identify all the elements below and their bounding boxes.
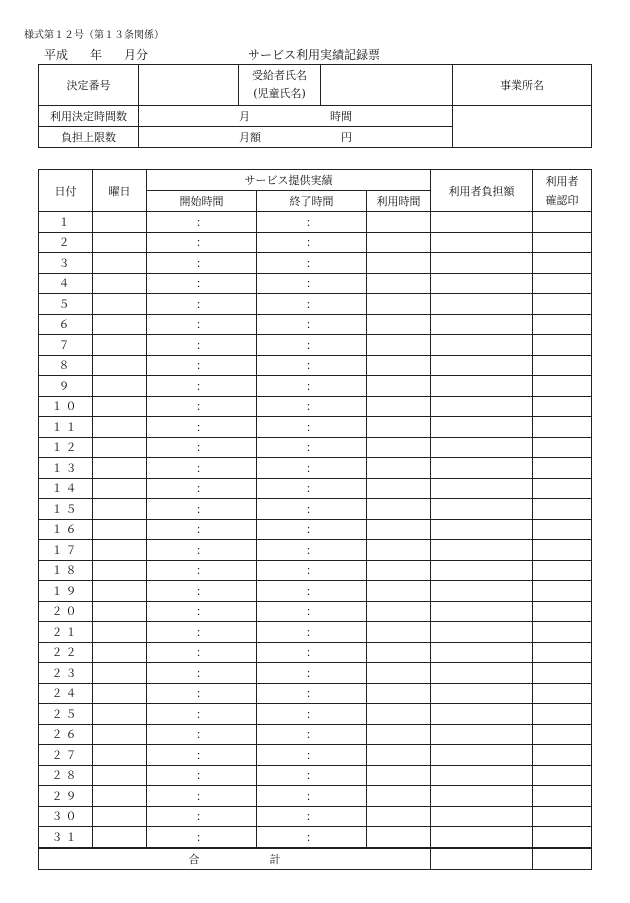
end-time-field[interactable]: ： xyxy=(257,745,367,766)
usage-time-field[interactable] xyxy=(367,622,431,643)
table-row xyxy=(39,499,592,520)
start-time-field[interactable]: ： xyxy=(147,396,257,417)
day-number: ３０ xyxy=(39,806,93,827)
usage-time-field[interactable] xyxy=(367,499,431,520)
end-time-field[interactable]: ： xyxy=(257,786,367,807)
start-time-field[interactable]: ： xyxy=(147,314,257,335)
weekday-field[interactable] xyxy=(93,683,147,704)
day-number: １５ xyxy=(39,499,93,520)
end-time-field[interactable]: ： xyxy=(257,560,367,581)
table-row xyxy=(39,724,592,745)
day-number: ２９ xyxy=(39,786,93,807)
table-row xyxy=(39,581,592,602)
usage-time-field[interactable] xyxy=(367,437,431,458)
day-number: ９ xyxy=(39,376,93,397)
start-time-field[interactable]: ： xyxy=(147,212,257,233)
day-number: １９ xyxy=(39,581,93,602)
confirm-field[interactable] xyxy=(533,232,592,253)
usage-time-field[interactable] xyxy=(367,683,431,704)
table-row xyxy=(39,519,592,540)
col-confirm-line2: 確認印 xyxy=(545,193,579,207)
day-number: ２０ xyxy=(39,601,93,622)
end-time-field[interactable]: ： xyxy=(257,437,367,458)
day-number: ３１ xyxy=(39,827,93,848)
burden-field[interactable] xyxy=(431,232,533,253)
weekday-field[interactable] xyxy=(93,232,147,253)
burden-field[interactable] xyxy=(431,437,533,458)
confirm-field[interactable] xyxy=(533,355,592,376)
table-row xyxy=(39,335,592,356)
burden-field[interactable] xyxy=(431,601,533,622)
day-number: ８ xyxy=(39,355,93,376)
confirm-field[interactable] xyxy=(533,786,592,807)
day-number: ２８ xyxy=(39,765,93,786)
usage-time-field[interactable] xyxy=(367,806,431,827)
weekday-field[interactable] xyxy=(93,806,147,827)
table-row xyxy=(39,478,592,499)
col-confirm-line1: 利用者 xyxy=(545,174,579,188)
start-time-field[interactable]: ： xyxy=(147,724,257,745)
weekday-field[interactable] xyxy=(93,622,147,643)
day-number: １２ xyxy=(39,437,93,458)
table-row xyxy=(39,314,592,335)
table-row xyxy=(39,601,592,622)
weekday-field[interactable] xyxy=(93,786,147,807)
table-row xyxy=(39,560,592,581)
hours-month: 月 xyxy=(239,110,250,123)
start-time-field[interactable]: ： xyxy=(147,376,257,397)
end-time-field[interactable]: ： xyxy=(257,765,367,786)
burden-field[interactable] xyxy=(431,806,533,827)
day-number: ６ xyxy=(39,314,93,335)
day-number: ２４ xyxy=(39,683,93,704)
confirm-field[interactable] xyxy=(533,806,592,827)
burden-field[interactable] xyxy=(431,683,533,704)
confirm-field[interactable] xyxy=(533,314,592,335)
end-time-field[interactable]: ： xyxy=(257,376,367,397)
start-time-field[interactable]: ： xyxy=(147,704,257,725)
table-row xyxy=(39,294,592,315)
usage-time-field[interactable] xyxy=(367,478,431,499)
day-number: １０ xyxy=(39,396,93,417)
start-time-field[interactable]: ： xyxy=(147,253,257,274)
start-time-field[interactable]: ： xyxy=(147,417,257,438)
start-time-field[interactable]: ： xyxy=(147,560,257,581)
start-time-field[interactable]: ： xyxy=(147,806,257,827)
office-name-label: 事業所名 xyxy=(453,65,592,106)
table-row xyxy=(39,786,592,807)
total-right: 計 xyxy=(269,852,281,866)
table-row xyxy=(39,232,592,253)
total-burden-field[interactable] xyxy=(431,848,533,870)
day-number: １４ xyxy=(39,478,93,499)
period-line xyxy=(44,46,148,63)
burden-field[interactable] xyxy=(431,417,533,438)
end-time-field[interactable]: ： xyxy=(257,622,367,643)
day-number: ２５ xyxy=(39,704,93,725)
usage-time-field[interactable] xyxy=(367,704,431,725)
table-row xyxy=(39,663,592,684)
weekday-field[interactable] xyxy=(93,478,147,499)
recipient-name-label xyxy=(239,65,321,106)
day-number: ７ xyxy=(39,335,93,356)
start-time-field[interactable]: ： xyxy=(147,683,257,704)
limit-unit: 円 xyxy=(341,131,352,144)
table-row xyxy=(39,273,592,294)
weekday-field[interactable] xyxy=(93,417,147,438)
burden-field[interactable] xyxy=(431,294,533,315)
usage-time-field[interactable] xyxy=(367,376,431,397)
usage-time-field[interactable] xyxy=(367,519,431,540)
confirm-field[interactable] xyxy=(533,560,592,581)
confirm-field[interactable] xyxy=(533,335,592,356)
usage-time-field[interactable] xyxy=(367,724,431,745)
confirm-field[interactable] xyxy=(533,253,592,274)
confirm-field[interactable] xyxy=(533,417,592,438)
weekday-field[interactable] xyxy=(93,437,147,458)
confirm-field[interactable] xyxy=(533,458,592,479)
col-burden-header: 利用者負担額 xyxy=(431,170,533,212)
weekday-field[interactable] xyxy=(93,745,147,766)
end-time-field[interactable]: ： xyxy=(257,827,367,848)
start-time-field[interactable]: ： xyxy=(147,663,257,684)
burden-field[interactable] xyxy=(431,355,533,376)
table-row xyxy=(39,642,592,663)
start-time-field[interactable]: ： xyxy=(147,745,257,766)
usage-time-field[interactable] xyxy=(367,745,431,766)
day-number: ２６ xyxy=(39,724,93,745)
total-label xyxy=(39,848,431,870)
weekday-field[interactable] xyxy=(93,355,147,376)
weekday-field[interactable] xyxy=(93,335,147,356)
end-time-field[interactable]: ： xyxy=(257,314,367,335)
usage-time-field[interactable] xyxy=(367,642,431,663)
day-number: １７ xyxy=(39,540,93,561)
col-end-header: 終了時間 xyxy=(257,191,367,212)
burden-field[interactable] xyxy=(431,560,533,581)
confirm-field[interactable] xyxy=(533,273,592,294)
table-row xyxy=(39,622,592,643)
day-number: ２３ xyxy=(39,663,93,684)
table-row xyxy=(39,355,592,376)
end-time-field[interactable]: ： xyxy=(257,581,367,602)
usage-time-field[interactable] xyxy=(367,335,431,356)
burden-field[interactable] xyxy=(431,478,533,499)
weekday-field[interactable] xyxy=(93,540,147,561)
confirm-field[interactable] xyxy=(533,212,592,233)
total-confirm-field[interactable] xyxy=(533,848,592,870)
hours-field[interactable] xyxy=(139,106,453,127)
confirm-field[interactable] xyxy=(533,376,592,397)
service-record-table xyxy=(38,169,592,870)
usage-time-field[interactable] xyxy=(367,253,431,274)
usage-time-field[interactable] xyxy=(367,273,431,294)
day-number: １１ xyxy=(39,417,93,438)
table-row xyxy=(39,396,592,417)
col-usage-header: 利用時間 xyxy=(367,191,431,212)
table-row xyxy=(39,376,592,397)
table-row xyxy=(39,540,592,561)
start-time-field[interactable]: ： xyxy=(147,601,257,622)
weekday-field[interactable] xyxy=(93,253,147,274)
usage-time-field[interactable] xyxy=(367,458,431,479)
usage-time-field[interactable] xyxy=(367,827,431,848)
limit-label: 負担上限数 xyxy=(39,127,139,148)
usage-time-field[interactable] xyxy=(367,355,431,376)
usage-time-field[interactable] xyxy=(367,663,431,684)
end-time-field[interactable]: ： xyxy=(257,478,367,499)
start-time-field[interactable]: ： xyxy=(147,765,257,786)
document-title: サービス利用実績記録票 xyxy=(248,48,381,62)
day-number: １３ xyxy=(39,458,93,479)
end-time-field[interactable]: ： xyxy=(257,663,367,684)
end-time-field[interactable]: ： xyxy=(257,683,367,704)
usage-time-field[interactable] xyxy=(367,786,431,807)
burden-field[interactable] xyxy=(431,724,533,745)
confirm-field[interactable] xyxy=(533,540,592,561)
day-number: ２ xyxy=(39,232,93,253)
weekday-field[interactable] xyxy=(93,376,147,397)
end-time-field[interactable]: ： xyxy=(257,294,367,315)
weekday-field[interactable] xyxy=(93,458,147,479)
start-time-field[interactable]: ： xyxy=(147,519,257,540)
end-time-field[interactable]: ： xyxy=(257,519,367,540)
total-left: 合 xyxy=(188,852,200,866)
start-time-field[interactable]: ： xyxy=(147,232,257,253)
day-number: ３ xyxy=(39,253,93,274)
burden-field[interactable] xyxy=(431,458,533,479)
burden-field[interactable] xyxy=(431,622,533,643)
weekday-field[interactable] xyxy=(93,642,147,663)
start-time-field[interactable]: ： xyxy=(147,581,257,602)
usage-time-field[interactable] xyxy=(367,396,431,417)
header-table xyxy=(38,64,592,148)
confirm-field[interactable] xyxy=(533,663,592,684)
weekday-field[interactable] xyxy=(93,294,147,315)
col-date-header: 日付 xyxy=(39,170,93,212)
day-number: １ xyxy=(39,212,93,233)
start-time-field[interactable]: ： xyxy=(147,786,257,807)
day-number: ２２ xyxy=(39,642,93,663)
burden-field[interactable] xyxy=(431,335,533,356)
burden-field[interactable] xyxy=(431,376,533,397)
col-service-header: サービス提供実績 xyxy=(147,170,431,191)
usage-time-field[interactable] xyxy=(367,212,431,233)
end-time-field[interactable]: ： xyxy=(257,396,367,417)
table-row xyxy=(39,683,592,704)
burden-field[interactable] xyxy=(431,663,533,684)
weekday-field[interactable] xyxy=(93,499,147,520)
start-time-field[interactable]: ： xyxy=(147,335,257,356)
day-number: ２７ xyxy=(39,745,93,766)
hours-unit: 時間 xyxy=(330,110,352,123)
start-time-field[interactable]: ： xyxy=(147,355,257,376)
usage-time-field[interactable] xyxy=(367,417,431,438)
burden-field[interactable] xyxy=(431,314,533,335)
burden-field[interactable] xyxy=(431,519,533,540)
table-row xyxy=(39,827,592,848)
start-time-field[interactable]: ： xyxy=(147,294,257,315)
decision-number-label: 決定番号 xyxy=(39,65,139,106)
confirm-field[interactable] xyxy=(533,396,592,417)
table-row xyxy=(39,704,592,725)
end-time-field[interactable]: ： xyxy=(257,335,367,356)
weekday-field[interactable] xyxy=(93,663,147,684)
burden-field[interactable] xyxy=(431,273,533,294)
confirm-field[interactable] xyxy=(533,294,592,315)
burden-field[interactable] xyxy=(431,499,533,520)
end-time-field[interactable]: ： xyxy=(257,232,367,253)
weekday-field[interactable] xyxy=(93,581,147,602)
end-time-field[interactable]: ： xyxy=(257,499,367,520)
burden-field[interactable] xyxy=(431,540,533,561)
recipient-name-line2: (児童氏名) xyxy=(253,87,306,100)
usage-time-field[interactable] xyxy=(367,314,431,335)
usage-time-field[interactable] xyxy=(367,601,431,622)
day-number: ５ xyxy=(39,294,93,315)
end-time-field[interactable]: ： xyxy=(257,273,367,294)
year-label: 年 xyxy=(90,48,103,62)
confirm-field[interactable] xyxy=(533,683,592,704)
weekday-field[interactable] xyxy=(93,212,147,233)
weekday-field[interactable] xyxy=(93,273,147,294)
burden-field[interactable] xyxy=(431,253,533,274)
table-row xyxy=(39,806,592,827)
confirm-field[interactable] xyxy=(533,704,592,725)
start-time-field[interactable]: ： xyxy=(147,540,257,561)
confirm-field[interactable] xyxy=(533,478,592,499)
recipient-name-field[interactable] xyxy=(321,65,453,106)
end-time-field[interactable]: ： xyxy=(257,212,367,233)
era-label: 平成 xyxy=(44,48,69,62)
end-time-field[interactable]: ： xyxy=(257,724,367,745)
table-row xyxy=(39,458,592,479)
weekday-field[interactable] xyxy=(93,396,147,417)
month-label: 月分 xyxy=(124,48,149,62)
end-time-field[interactable]: ： xyxy=(257,806,367,827)
col-confirm-header xyxy=(533,170,592,212)
end-time-field[interactable]: ： xyxy=(257,417,367,438)
confirm-field[interactable] xyxy=(533,499,592,520)
confirm-field[interactable] xyxy=(533,581,592,602)
table-row xyxy=(39,253,592,274)
confirm-field[interactable] xyxy=(533,765,592,786)
weekday-field[interactable] xyxy=(93,765,147,786)
day-number: １８ xyxy=(39,560,93,581)
burden-field[interactable] xyxy=(431,581,533,602)
burden-field[interactable] xyxy=(431,745,533,766)
start-time-field[interactable]: ： xyxy=(147,642,257,663)
weekday-field[interactable] xyxy=(93,519,147,540)
limit-field[interactable] xyxy=(139,127,453,148)
start-time-field[interactable]: ： xyxy=(147,622,257,643)
hours-label: 利用決定時間数 xyxy=(39,106,139,127)
recipient-name-line1: 受給者氏名 xyxy=(252,69,307,82)
day-number: ２１ xyxy=(39,622,93,643)
office-name-field[interactable] xyxy=(453,106,592,148)
weekday-field[interactable] xyxy=(93,314,147,335)
usage-time-field[interactable] xyxy=(367,560,431,581)
end-time-field[interactable]: ： xyxy=(257,253,367,274)
end-time-field[interactable]: ： xyxy=(257,642,367,663)
confirm-field[interactable] xyxy=(533,601,592,622)
start-time-field[interactable]: ： xyxy=(147,478,257,499)
confirm-field[interactable] xyxy=(533,437,592,458)
burden-field[interactable] xyxy=(431,396,533,417)
limit-month: 月額 xyxy=(239,131,261,144)
form-number: 様式第１２号（第１３条関係） xyxy=(24,30,164,41)
usage-time-field[interactable] xyxy=(367,540,431,561)
burden-field[interactable] xyxy=(431,765,533,786)
weekday-field[interactable] xyxy=(93,704,147,725)
burden-field[interactable] xyxy=(431,704,533,725)
weekday-field[interactable] xyxy=(93,560,147,581)
burden-field[interactable] xyxy=(431,212,533,233)
end-time-field[interactable]: ： xyxy=(257,601,367,622)
start-time-field[interactable]: ： xyxy=(147,499,257,520)
table-row xyxy=(39,417,592,438)
day-number: １６ xyxy=(39,519,93,540)
burden-field[interactable] xyxy=(431,786,533,807)
start-time-field[interactable]: ： xyxy=(147,437,257,458)
confirm-field[interactable] xyxy=(533,642,592,663)
confirm-field[interactable] xyxy=(533,622,592,643)
confirm-field[interactable] xyxy=(533,519,592,540)
burden-field[interactable] xyxy=(431,827,533,848)
end-time-field[interactable]: ： xyxy=(257,355,367,376)
col-start-header: 開始時間 xyxy=(147,191,257,212)
day-number: ４ xyxy=(39,273,93,294)
confirm-field[interactable] xyxy=(533,724,592,745)
usage-time-field[interactable] xyxy=(367,294,431,315)
table-row xyxy=(39,765,592,786)
weekday-field[interactable] xyxy=(93,724,147,745)
weekday-field[interactable] xyxy=(93,827,147,848)
end-time-field[interactable]: ： xyxy=(257,704,367,725)
confirm-field[interactable] xyxy=(533,745,592,766)
start-time-field[interactable]: ： xyxy=(147,458,257,479)
table-row xyxy=(39,437,592,458)
usage-time-field[interactable] xyxy=(367,765,431,786)
decision-number-field[interactable] xyxy=(139,65,239,106)
end-time-field[interactable]: ： xyxy=(257,458,367,479)
weekday-field[interactable] xyxy=(93,601,147,622)
usage-time-field[interactable] xyxy=(367,232,431,253)
confirm-field[interactable] xyxy=(533,827,592,848)
burden-field[interactable] xyxy=(431,642,533,663)
col-weekday-header: 曜日 xyxy=(93,170,147,212)
start-time-field[interactable]: ： xyxy=(147,827,257,848)
table-row xyxy=(39,745,592,766)
start-time-field[interactable]: ： xyxy=(147,273,257,294)
table-row xyxy=(39,212,592,233)
end-time-field[interactable]: ： xyxy=(257,540,367,561)
usage-time-field[interactable] xyxy=(367,581,431,602)
